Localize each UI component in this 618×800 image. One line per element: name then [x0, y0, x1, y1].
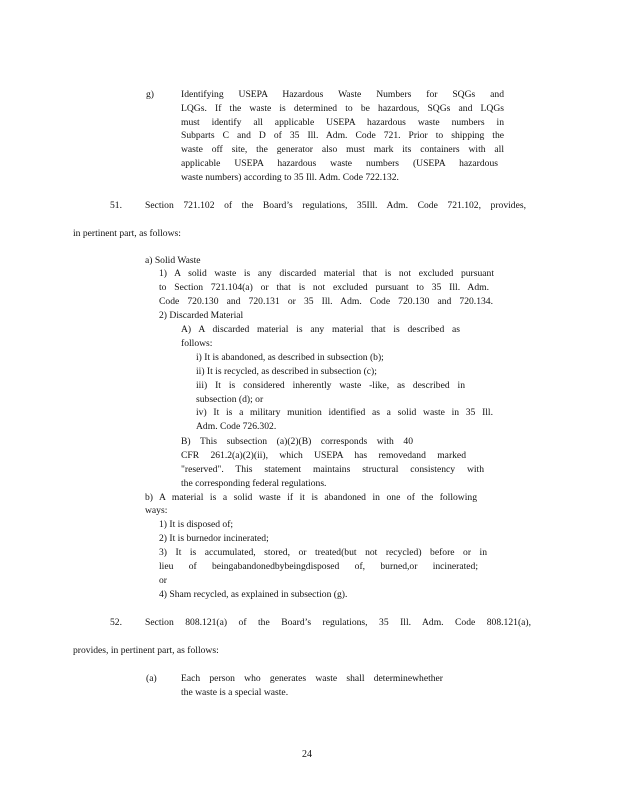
quote-line: 1) A solid waste is any discarded material that is not excluded pursuant: [159, 268, 494, 279]
quote-line: follows:: [181, 338, 213, 349]
paragraph-52-number: 52.: [110, 617, 122, 628]
paragraph-52-line: Section 808.121(a) of the Board’s regulations, 35 Ill. Adm. Code 808.121(a),: [145, 617, 531, 628]
quote-line: b) A material is a solid waste if it is abandoned in one of the following: [145, 492, 477, 503]
quote-line: 2) It is burnedor incinerated;: [159, 533, 269, 544]
quote-line: or: [159, 575, 167, 586]
page-number: 24: [302, 749, 312, 760]
paragraph-52-line: provides, in pertinent part, as follows:: [73, 645, 219, 656]
quote-line: iv) It is a military munition identified as a solid waste in 35 Ill.: [196, 407, 493, 418]
item-g-line: Subparts C and D of 35 Ill. Adm. Code 721. Prior to shipping the: [181, 130, 504, 141]
quote-line: lieu of beingabandonedbybeingdisposed of, burned,or incinerated;: [159, 561, 478, 572]
paragraph-51-line: in pertinent part, as follows:: [73, 228, 181, 239]
quote-52-line: Each person who generates waste shall determinewhether: [181, 673, 443, 684]
quote-line: Adm. Code 726.302.: [196, 421, 277, 432]
quote-line: ii) It is recycled, as described in subsection (c);: [196, 366, 377, 377]
quote-line: 3) It is accumulated, stored, or treated(but not recycled) before or in: [159, 547, 487, 558]
paragraph-51-line: Section 721.102 of the Board’s regulations, 35Ill. Adm. Code 721.102, provides,: [145, 200, 526, 211]
quote-line: 1) It is disposed of;: [159, 519, 234, 530]
quote-52-label: (a): [146, 673, 157, 684]
item-g-label: g): [146, 89, 154, 100]
paragraph-51-number: 51.: [110, 200, 122, 211]
item-g-line: must identify all applicable USEPA hazardous waste numbers in: [181, 117, 504, 128]
quote-line: CFR 261.2(a)(2)(ii), which USEPA has removedand marked: [181, 450, 466, 461]
quote-line: 2) Discarded Material: [159, 310, 244, 321]
item-g-line: waste numbers) according to 35 Ill. Adm. Code 722.132.: [181, 172, 399, 183]
item-g-line: waste off site, the generator also must mark its containers with all: [181, 144, 504, 155]
quote-52-line: the waste is a special waste.: [181, 687, 289, 698]
quote-line: "reserved". This statement maintains structural consistency with: [181, 464, 484, 475]
quote-line: ways:: [145, 505, 168, 516]
item-g-line: Identifying USEPA Hazardous Waste Numbers for SQGs and: [181, 89, 504, 100]
quote-line: B) This subsection (a)(2)(B) corresponds with 40: [181, 436, 413, 447]
quote-line: the corresponding federal regulations.: [181, 478, 327, 489]
quote-line: to Section 721.104(a) or that is not excluded pursuant to 35 Ill. Adm.: [159, 282, 489, 293]
quote-line: A) A discarded material is any material that is described as: [181, 324, 460, 335]
item-g-line: LQGs. If the waste is determined to be hazardous, SQGs and LQGs: [181, 103, 504, 114]
quote-line: iii) It is considered inherently waste -like, as described in: [196, 380, 465, 391]
item-g-line: applicable USEPA hazardous waste numbers (USEPA hazardous: [181, 158, 498, 169]
quote-heading: a) Solid Waste: [145, 255, 201, 266]
quote-line: subsection (d); or: [196, 394, 264, 405]
quote-line: Code 720.130 and 720.131 or 35 Ill. Adm. Code 720.130 and 720.134.: [159, 296, 493, 307]
quote-line: 4) Sham recycled, as explained in subsection (g).: [159, 589, 348, 600]
quote-line: i) It is abandoned, as described in subsection (b);: [196, 352, 384, 363]
